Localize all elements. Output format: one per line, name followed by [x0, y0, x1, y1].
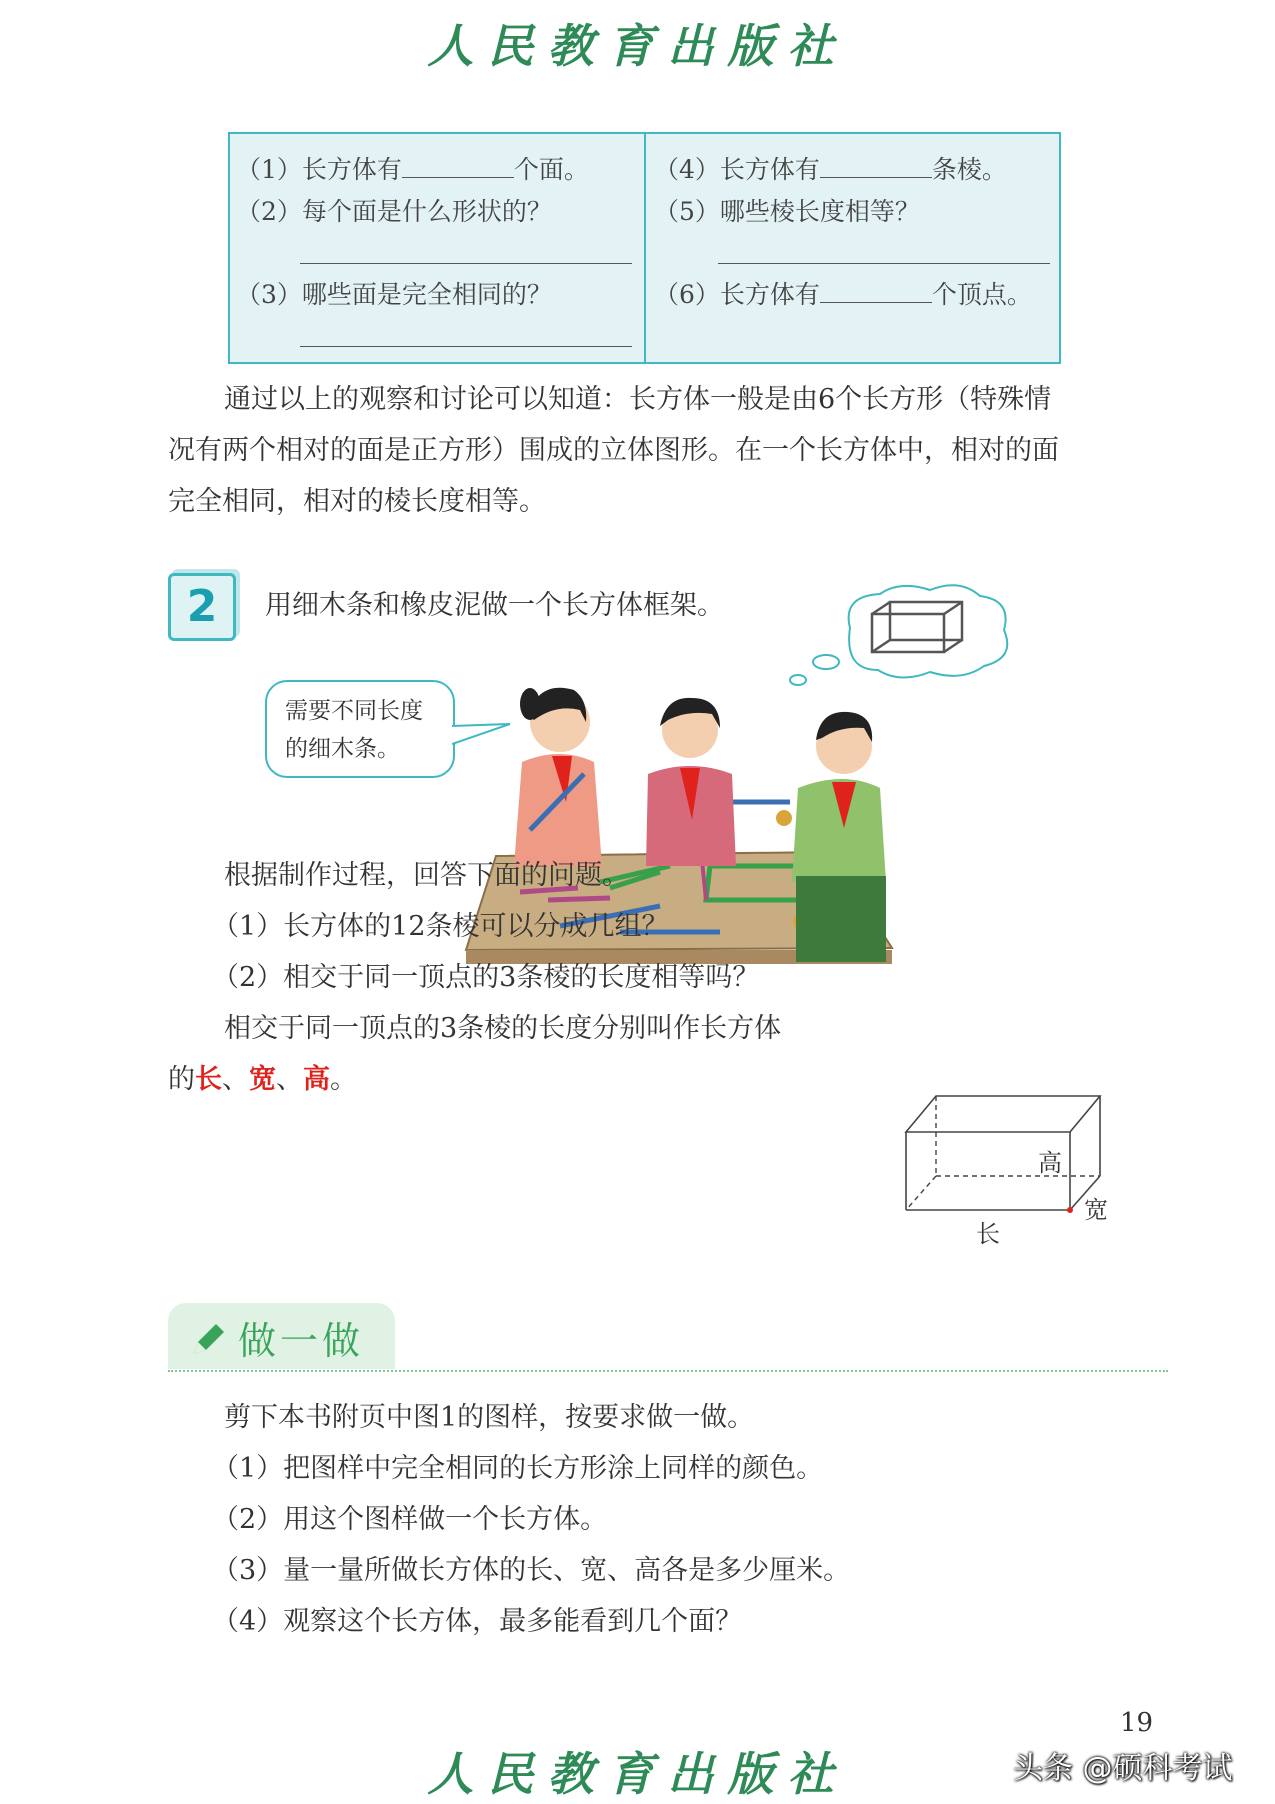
term-width: 宽: [249, 1064, 276, 1095]
question-box: [228, 132, 1061, 364]
cuboid-diagram: [900, 1086, 1140, 1246]
answer-line: [300, 263, 632, 264]
pencil-icon: [188, 1318, 230, 1360]
label-width: 宽: [1084, 1196, 1108, 1224]
definition-end: 。: [330, 1064, 357, 1095]
question-1: [236, 150, 589, 186]
speech-bubble: [265, 680, 455, 778]
question-2: （2）每个面是什么形状的？: [236, 197, 552, 226]
answer-blank: [820, 278, 932, 303]
activity-content: [168, 1392, 1168, 1647]
term-height: 高: [303, 1064, 330, 1095]
term-length: 长: [195, 1064, 222, 1095]
activity-divider: [168, 1370, 1168, 1372]
question-1-text: （1）长方体有: [236, 155, 402, 184]
page-number: 19: [1120, 1708, 1154, 1738]
speech-line-2: 的细木条。: [285, 736, 400, 762]
question-5: （5）哪些棱长度相等？: [654, 197, 920, 226]
summary-line-2: 况有两个相对的面是正方形）围成的立体图形。在一个长方体中，相对的面: [168, 435, 1059, 466]
publisher-logo-footer: 人民教育出版社: [427, 1747, 848, 1801]
publisher-logo-header: 人民教育出版社: [427, 19, 848, 73]
label-length: 长: [976, 1220, 1000, 1246]
term-separator: 、: [222, 1064, 249, 1095]
term-separator: 、: [276, 1064, 303, 1095]
example-title: 用细木条和橡皮泥做一个长方体框架。: [265, 590, 724, 621]
definition-line: 相交于同一顶点的3条棱的长度分别叫作长方体: [224, 1013, 782, 1044]
summary-line-1: 通过以上的观察和讨论可以知道：长方体一般是由6个长方形（特殊情: [224, 384, 1052, 415]
definition-prefix: 的: [168, 1064, 195, 1095]
question-6-text: （6）长方体有: [654, 280, 820, 309]
question-4: [654, 150, 1007, 186]
activity-item: （4）观察这个长方体，最多能看到几个面？: [212, 1606, 743, 1637]
summary-line-3: 完全相同，相对的棱长度相等。: [168, 486, 546, 517]
speech-line-1: 需要不同长度: [285, 698, 423, 724]
answer-line: [300, 346, 632, 347]
question-1-suffix: 个面。: [513, 155, 589, 184]
activity-item: （2）用这个图样做一个长方体。: [212, 1504, 608, 1535]
vertex-dot: [1067, 1207, 1073, 1213]
activity-item: （1）把图样中完全相同的长方形涂上同样的颜色。: [212, 1453, 824, 1484]
question-4-text: （4）长方体有: [654, 155, 820, 184]
question-6-suffix: 个顶点。: [931, 280, 1032, 309]
example-number-badge: 2: [168, 573, 236, 641]
activity-item: （3）量一量所做长方体的长、宽、高各是多少厘米。: [212, 1555, 851, 1586]
questions-section: [168, 850, 888, 1105]
activity-label: 做一做: [238, 1319, 365, 1363]
question-3: （3）哪些面是完全相同的？: [236, 280, 552, 309]
answer-blank: [402, 153, 514, 178]
definition-terms: [168, 1054, 888, 1105]
label-height: 高: [1038, 1149, 1062, 1177]
question-2-2: （2）相交于同一顶点的3条棱的长度相等吗？: [212, 962, 760, 993]
answer-blank: [820, 153, 932, 178]
question-6: [654, 275, 1032, 311]
watermark: 头条 @硕科考试: [1013, 1751, 1233, 1786]
summary-paragraph: [168, 374, 1178, 527]
question-4-suffix: 条棱。: [931, 155, 1007, 184]
questions-intro: 根据制作过程，回答下面的问题。: [224, 860, 629, 891]
activity-intro: 剪下本书附页中图1的图样，按要求做一做。: [224, 1402, 755, 1433]
answer-line: [718, 263, 1050, 264]
question-2-1: （1）长方体的12条棱可以分成几组？: [212, 911, 669, 942]
question-box-divider: [644, 134, 646, 362]
